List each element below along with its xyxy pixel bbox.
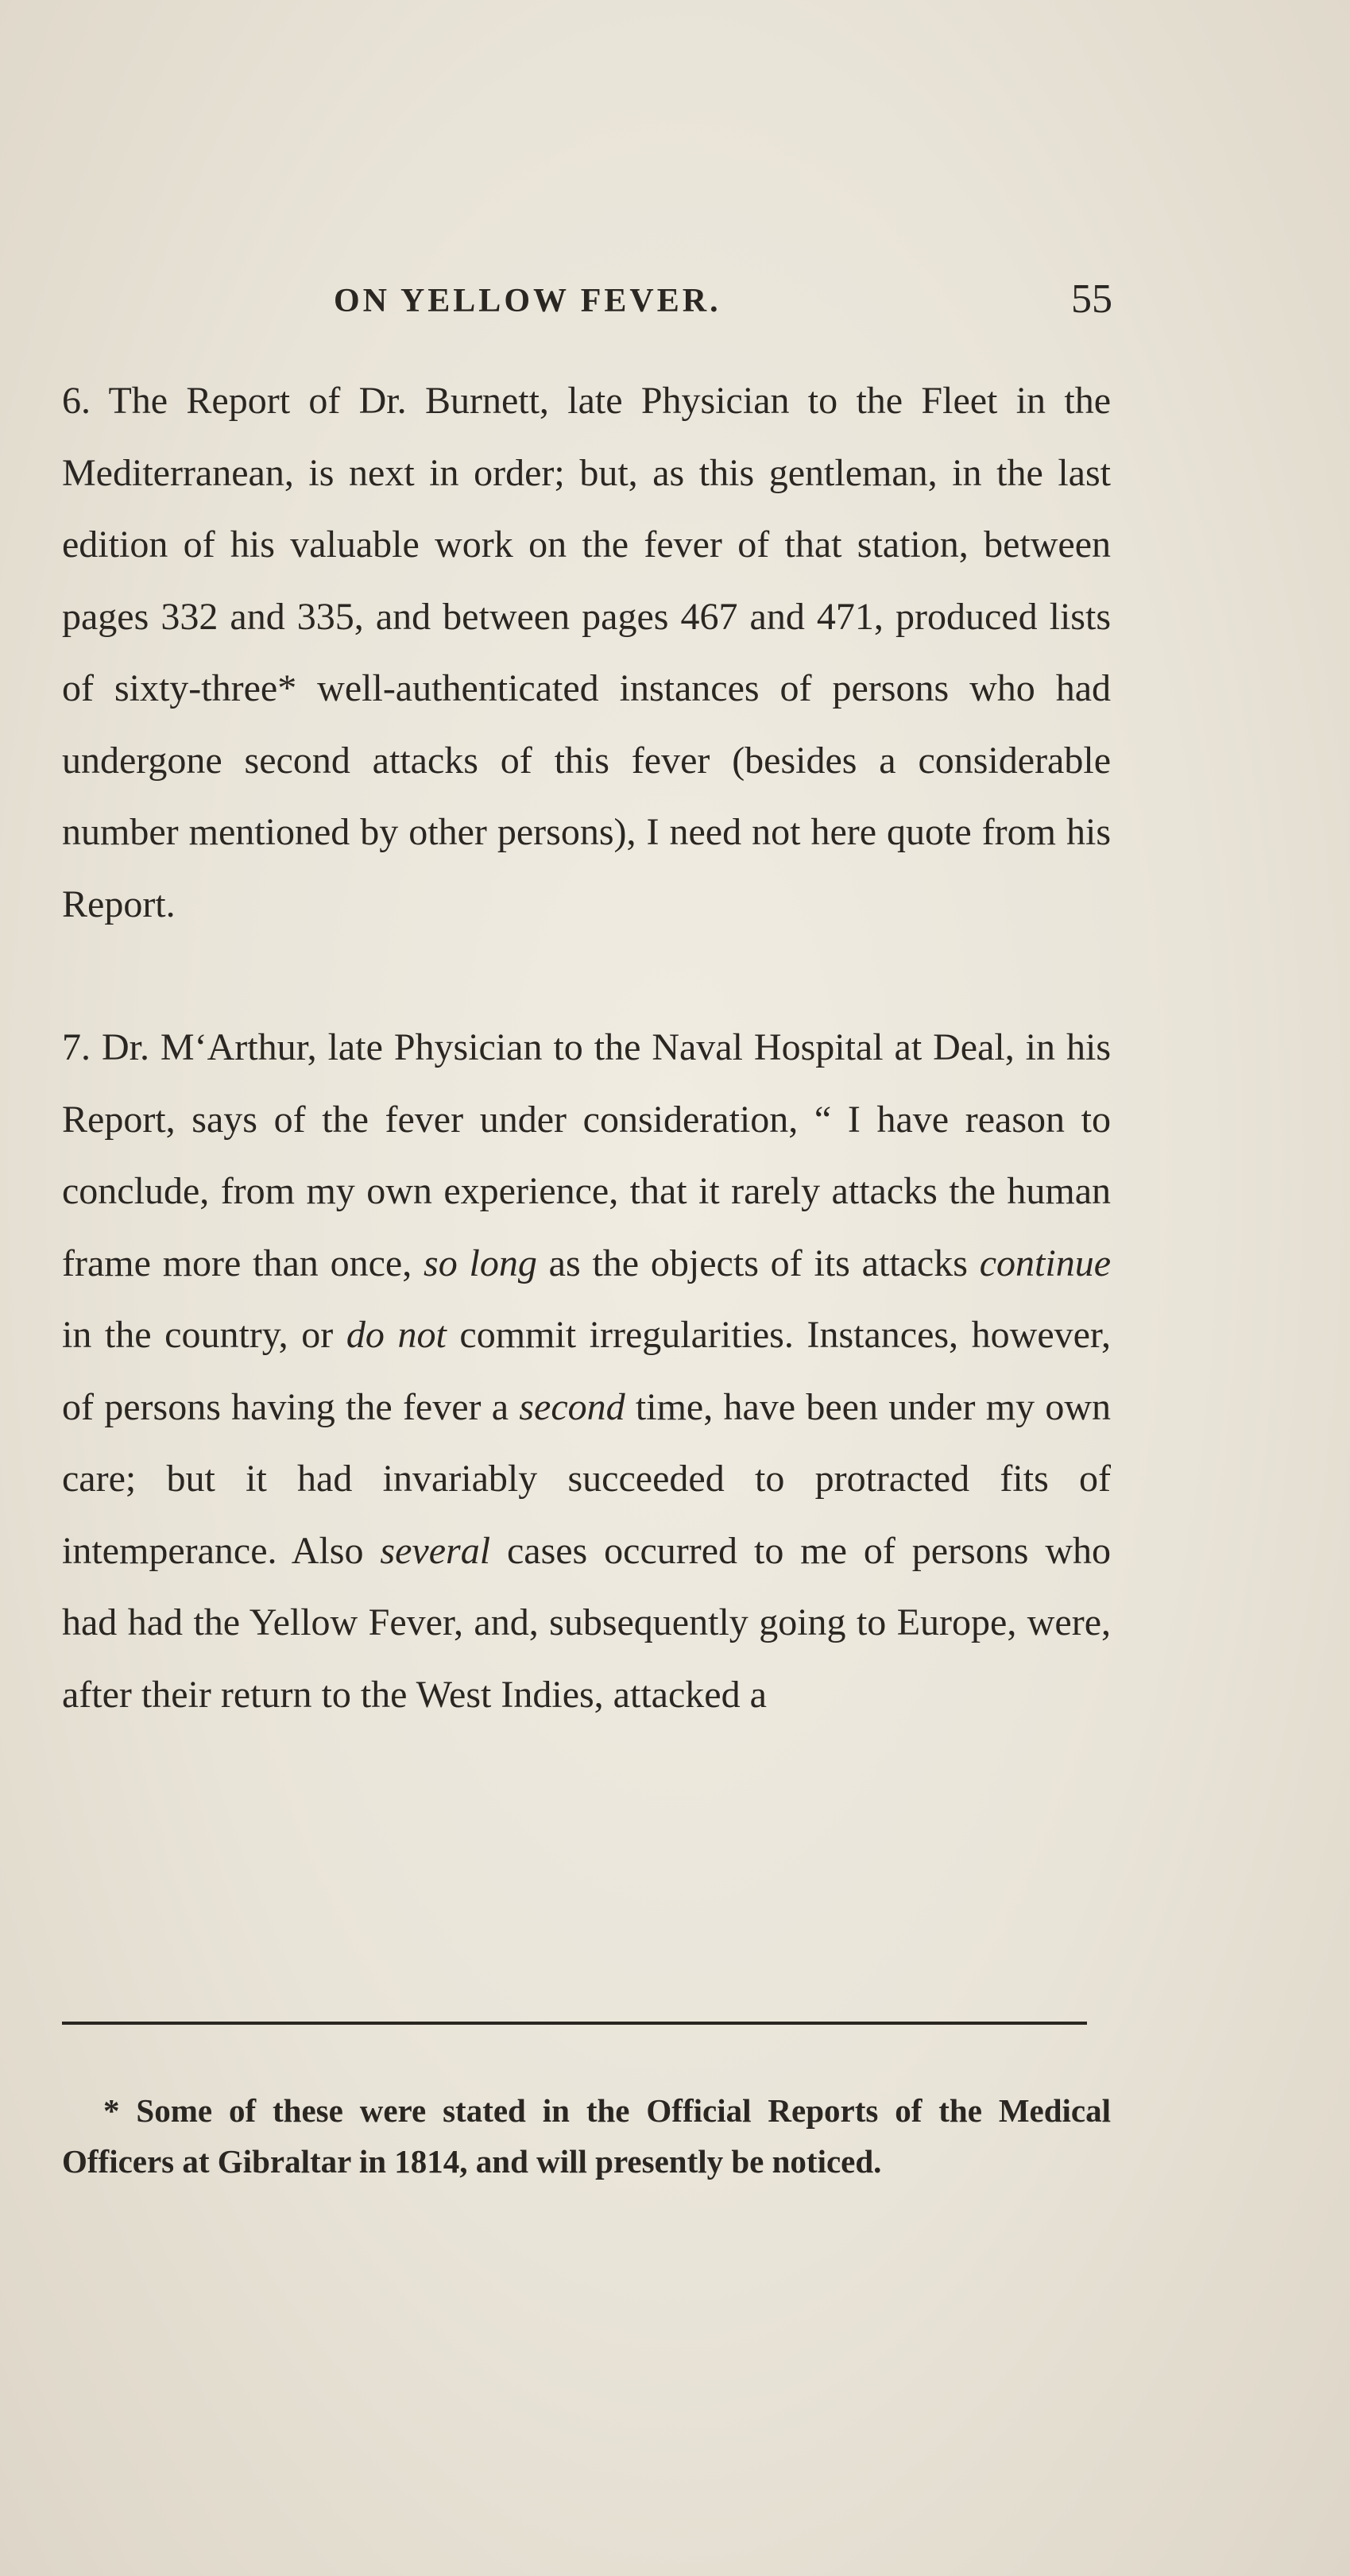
text-segment: in the country, or	[62, 1314, 346, 1356]
body-text	[62, 365, 1111, 1731]
page-number: 55	[1071, 276, 1112, 322]
text-segment: cases occurred to me of persons who had had the Yellow Fever, and, subsequently going to Europe, were, after their return to the West Indies, attacked a	[62, 1529, 1111, 1716]
paragraph-6	[62, 365, 1111, 940]
italic-segment: second	[519, 1385, 625, 1428]
text-segment: 6. The Report of Dr. Burnett, late Physician to the Fleet in the Mediterranean, is next in order; but, as this gentleman, in the last edition of his valuable work on the fever of that station, between pages 332 and 335, and between pages 467 and 471, produced lists of sixty-three	[62, 380, 1111, 709]
footnote-text: Some of these were stated in the Official Reports of the Medical Officers at Gibraltar in 1814, and will presently be noticed.	[62, 2092, 1111, 2180]
italic-segment: so long	[424, 1242, 537, 1284]
text-segment: time, have been under my own care; but it had invariably succeeded to protracted fits of intemperance. Also	[62, 1385, 1112, 1572]
text-segment: commit irregularities. Instances, however, of persons having the fever a	[62, 1314, 1111, 1428]
footnote-reference-mark: *	[277, 667, 297, 709]
italic-segment: do not	[346, 1314, 447, 1356]
paragraph-7	[62, 1012, 1111, 1731]
footnote-mark: *	[103, 2092, 120, 2129]
italic-segment: continue	[979, 1242, 1111, 1284]
text-segment: as the objects of its attacks	[536, 1242, 980, 1284]
footnote	[62, 2085, 1111, 2187]
page-header	[334, 276, 1112, 338]
text-segment: 7. Dr. M‘Arthur, late Physician to the Naval Hospital at Deal, in his Report, says of the fever under consideration, “ I have reason to conclude, from my own experience, that it rarely attacks the human frame more than once,	[62, 1026, 1111, 1284]
footnote-divider	[62, 2022, 1087, 2025]
running-head: ON YELLOW FEVER.	[334, 283, 721, 319]
italic-segment: several	[380, 1529, 491, 1572]
text-segment: well-authenticated instances of persons who had undergone second attacks of this fever (besides a considerable number mentioned by other persons), I need not here quote from his Report.	[62, 667, 1112, 925]
